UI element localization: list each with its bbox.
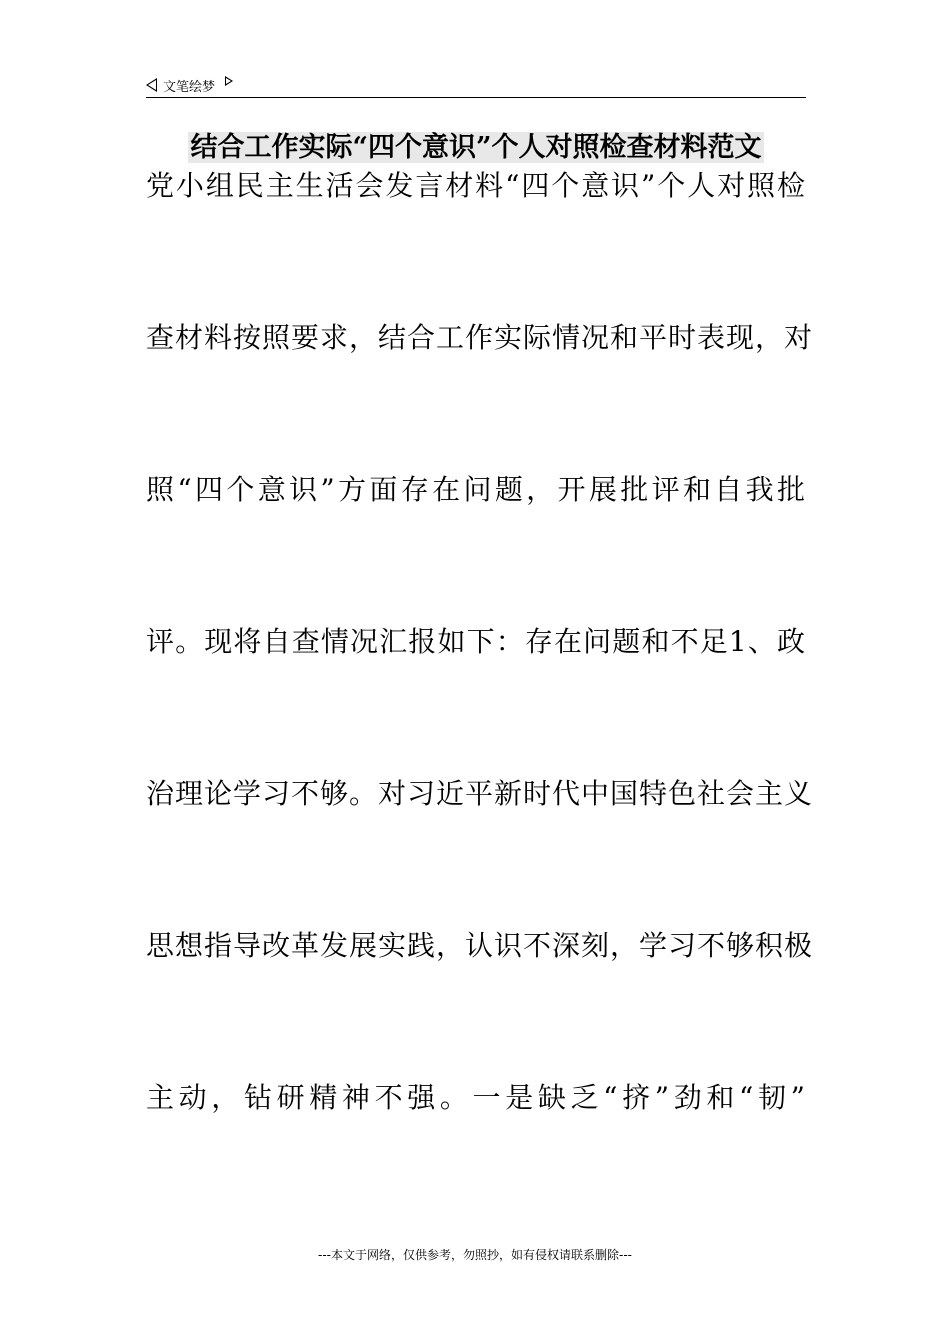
triangle-right-icon [225,76,233,86]
page-footer-notice: ---本文于网络，仅供参考，勿照抄，如有侵权请联系删除--- [318,1248,632,1262]
body-line: 主动，钻研精神不强。一是缺乏“挤”劲和“韧” [146,1081,806,1114]
page-header [146,72,806,98]
body-line: 治理论学习不够。对习近平新时代中国特色社会主义 [146,777,814,810]
document-title-text: 结合工作实际“四个意识”个人对照检查材料范文 [190,132,762,163]
header-divider [146,97,806,98]
body-line: 查材料按照要求，结合工作实际情况和平时表现，对 [146,321,814,354]
body-line: 思想指导改革发展实践，认识不深刻，学习不够积极 [146,929,814,962]
body-line: 党小组民主生活会发言材料“四个意识”个人对照检 [146,169,806,202]
body-line: 照“四个意识”方面存在问题，开展批评和自我批 [146,473,806,506]
triangle-left-icon [146,78,157,92]
document-body [146,158,814,1222]
body-line: 评。现将自查情况汇报如下：存在问题和不足1、政 [146,625,806,658]
header-brand-text: 文笔绘梦 [163,79,216,95]
